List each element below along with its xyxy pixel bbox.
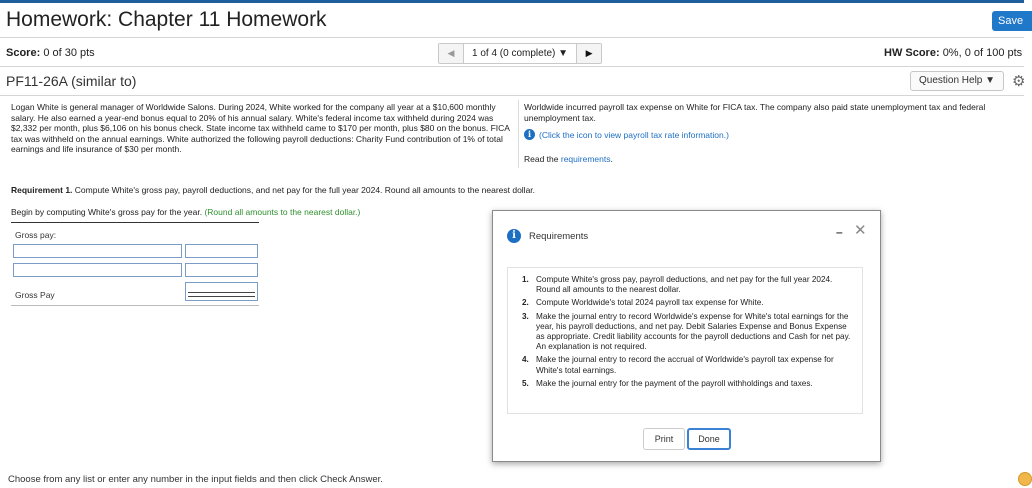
read-prefix: Read the bbox=[524, 154, 561, 164]
item-number: 1. bbox=[522, 275, 529, 284]
list-item bbox=[522, 275, 854, 295]
read-requirements bbox=[524, 154, 613, 164]
item-text: Make the journal entry to record Worldwide's expense for White's total earnings for the year, his payroll deductions, and net pay. Debit Salaries Expense and Bonus Expense as appropriate. Credit liability accounts for the payroll deductions and Cash for net pay. An explanation is not required. bbox=[536, 311, 851, 352]
score-value: 0 of 30 pts bbox=[43, 47, 95, 59]
score-display bbox=[6, 47, 95, 59]
item-text: Make the journal entry for the payment of the payroll withholdings and taxes. bbox=[536, 378, 813, 388]
gross-pay-item-1-amount-input[interactable] bbox=[185, 244, 258, 258]
gross-pay-item-2-amount-input[interactable] bbox=[185, 263, 258, 277]
minimize-icon[interactable]: – bbox=[836, 225, 843, 239]
item-number: 5. bbox=[522, 378, 529, 388]
hw-score-display bbox=[884, 47, 1022, 59]
list-item bbox=[522, 355, 854, 375]
requirements-dialog bbox=[492, 210, 881, 462]
next-question-button[interactable] bbox=[577, 44, 601, 63]
requirement-1 bbox=[11, 185, 535, 195]
begin-text: Begin by computing White's gross pay for the year. bbox=[11, 207, 205, 217]
info-icon: i bbox=[507, 229, 521, 243]
read-suffix: . bbox=[610, 154, 613, 164]
item-number: 4. bbox=[522, 355, 529, 365]
table-bottom-border bbox=[11, 305, 259, 306]
divider bbox=[0, 95, 1024, 96]
save-button[interactable]: Save bbox=[992, 11, 1032, 31]
print-button[interactable]: Print bbox=[643, 428, 685, 450]
side-panel-icon[interactable] bbox=[1018, 472, 1032, 486]
info-icon[interactable]: i bbox=[524, 129, 535, 140]
done-button[interactable]: Done bbox=[687, 428, 731, 450]
rounding-hint: (Round all amounts to the nearest dollar.) bbox=[204, 207, 361, 217]
question-help-dropdown[interactable]: Question Help ▼ bbox=[910, 71, 1004, 91]
divider bbox=[0, 37, 1024, 38]
gross-pay-total-input[interactable] bbox=[185, 282, 258, 301]
requirement-label: Requirement 1. bbox=[11, 185, 73, 195]
problem-text-right: Worldwide incurred payroll tax expense on White for FICA tax. The company also paid state unemployment tax and federal unemployment tax. bbox=[524, 102, 986, 123]
footer-instruction: Choose from any list or enter any number in the input fields and then click Check Answer. bbox=[8, 474, 383, 485]
question-selector[interactable]: 1 of 4 (0 complete) ▼ bbox=[463, 44, 577, 63]
hw-score-label: HW Score: bbox=[884, 47, 940, 59]
payroll-tax-info-link[interactable]: (Click the icon to view payroll tax rate information.) bbox=[539, 129, 729, 140]
hw-score-value: 0%, 0 of 100 pts bbox=[942, 47, 1023, 59]
problem-text-left: Logan White is general manager of Worldwide Salons. During 2024, White worked for the company all year at a $10,600 monthly salary. He also earned a year-end bonus equal to 20% of his annual salary. White's federal income tax withheld during 2024 was $2,332 per month, plus $6,106 on his bonus check. State income tax withheld came to $170 per month, plus $80 on the bonus. FICA tax was withheld on the annual earnings. White authorized the following payroll deductions: Charity Fund contribution of 1% of total earnings and life insurance of $30 per month. bbox=[11, 102, 510, 155]
item-number: 2. bbox=[522, 298, 529, 308]
dialog-header bbox=[507, 229, 588, 243]
page-title: Homework: Chapter 11 Homework bbox=[6, 8, 327, 31]
dialog-title: Requirements bbox=[529, 230, 589, 242]
item-text: Compute Worldwide's total 2024 payroll tax expense for White. bbox=[536, 298, 764, 308]
question-pager bbox=[438, 43, 602, 64]
triangle-left-icon: ◀ bbox=[447, 48, 455, 58]
divider bbox=[0, 66, 1024, 67]
gross-pay-item-1-label-select[interactable] bbox=[13, 244, 182, 258]
requirement-text: Compute White's gross pay, payroll deductions, and net pay for the full year 2024. Round all amounts to the nearest dollar. bbox=[72, 185, 536, 195]
list-item bbox=[522, 312, 854, 353]
begin-instruction bbox=[11, 207, 360, 217]
requirements-link[interactable]: requirements bbox=[560, 154, 611, 164]
item-text: Compute White's gross pay, payroll deductions, and net pay for the full year 2024. Round all amounts to the nearest dollar. bbox=[536, 275, 833, 295]
item-text: Make the journal entry to record the accrual of Worldwide's payroll tax expense for White's total earnings. bbox=[536, 355, 834, 375]
column-divider bbox=[518, 100, 519, 168]
table-top-border bbox=[11, 222, 259, 223]
list-item bbox=[522, 379, 854, 389]
requirements-list bbox=[522, 275, 854, 389]
close-icon[interactable]: ✕ bbox=[854, 222, 867, 239]
score-label: Score: bbox=[6, 47, 41, 59]
payroll-tax-info bbox=[524, 129, 729, 140]
question-title: PF11-26A (similar to) bbox=[6, 73, 137, 89]
top-accent-bar bbox=[0, 0, 1024, 3]
previous-question-button[interactable] bbox=[439, 44, 463, 63]
item-number: 3. bbox=[522, 311, 529, 321]
gear-icon[interactable]: ⚙ bbox=[1012, 73, 1026, 90]
gross-pay-header: Gross pay: bbox=[15, 230, 57, 240]
triangle-right-icon: ▶ bbox=[585, 48, 593, 58]
list-item bbox=[522, 298, 854, 308]
gross-pay-total-label: Gross Pay bbox=[15, 290, 55, 300]
gross-pay-item-2-label-select[interactable] bbox=[13, 263, 182, 277]
requirements-list-box bbox=[507, 267, 863, 414]
